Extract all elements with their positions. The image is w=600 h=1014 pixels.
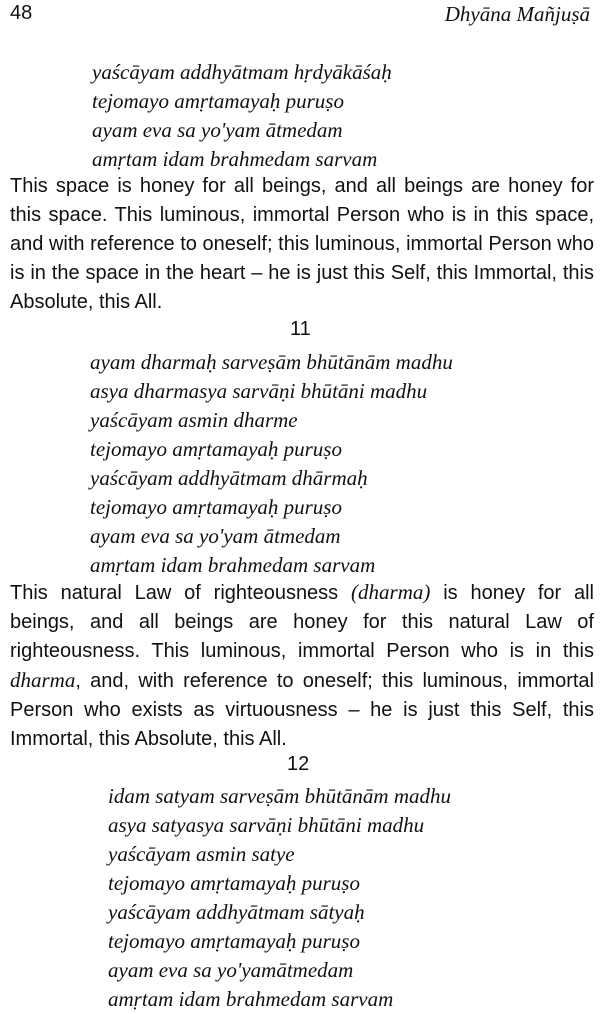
verse-12 bbox=[108, 782, 451, 1014]
verse-line: amṛtam idam brahmedam sarvam bbox=[90, 553, 376, 577]
sanskrit-term: dharma bbox=[10, 668, 76, 692]
verse-line: amṛtam idam brahmedam sarvam bbox=[92, 147, 378, 171]
verse-line: tejomayo amṛtamayaḥ puruṣo bbox=[92, 89, 344, 113]
verse-line: ayam eva sa yo'yamātmedam bbox=[108, 958, 354, 982]
verse-line: tejomayo amṛtamayaḥ puruṣo bbox=[90, 495, 342, 519]
verse-line: asya satyasya sarvāṇi bhūtāni madhu bbox=[108, 813, 425, 837]
verse-line: yaścāyam addhyātmam dhārmaḥ bbox=[90, 466, 368, 490]
verse-11 bbox=[90, 348, 453, 580]
verse-number-11: 11 bbox=[290, 318, 311, 340]
verse-line: yaścāyam addhyātmam hṛdyākāśaḥ bbox=[92, 60, 392, 84]
verse-line: tejomayo amṛtamayaḥ puruṣo bbox=[108, 929, 360, 953]
verse-line: ayam eva sa yo'yam ātmedam bbox=[90, 524, 341, 548]
verse-line: yaścāyam addhyātmam sātyaḥ bbox=[108, 900, 365, 924]
sanskrit-term: (dharma) bbox=[351, 580, 431, 604]
translation-11 bbox=[10, 578, 594, 754]
translation-text: is honey for all beings, and all beings are honey for this natural Law of righteousness. This luminous, immortal Person who is in this bbox=[10, 582, 595, 662]
verse-number-12: 12 bbox=[287, 753, 310, 775]
translation-text: This natural Law of righteousness bbox=[10, 582, 352, 604]
page-header bbox=[10, 2, 590, 32]
running-title: Dhyāna Mañjuṣā bbox=[444, 2, 590, 26]
page-number: 48 bbox=[10, 2, 33, 24]
verse-line: yaścāyam asmin satye bbox=[108, 842, 295, 866]
verse-line: ayam dharmaḥ sarveṣām bhūtānām madhu bbox=[90, 350, 453, 374]
verse-line: asya dharmasya sarvāṇi bhūtāni madhu bbox=[90, 379, 428, 403]
translation-text: , and, with reference to oneself; this luminous, immortal Person who exists as virtuousness – he is just this Self, this Immortal, this Absolute, this All. bbox=[10, 670, 594, 750]
verse-line: tejomayo amṛtamayaḥ puruṣo bbox=[108, 871, 360, 895]
translation-10: This space is honey for all beings, and all beings are honey for this space. This luminous, immortal Person who is in this space, and with reference to oneself; this luminous, immortal Person who is in the space in the heart – he is just this Self, this Immortal, this Absolute, this All. bbox=[10, 175, 594, 313]
verse-line: ayam eva sa yo'yam ātmedam bbox=[92, 118, 343, 142]
verse-line: amṛtam idam brahmedam sarvam bbox=[108, 987, 394, 1011]
verse-line: yaścāyam asmin dharme bbox=[90, 408, 298, 432]
verse-line: idam satyam sarveṣām bhūtānām madhu bbox=[108, 784, 451, 808]
verse-line: tejomayo amṛtamayaḥ puruṣo bbox=[90, 437, 342, 461]
verse-10-tail bbox=[92, 58, 392, 174]
